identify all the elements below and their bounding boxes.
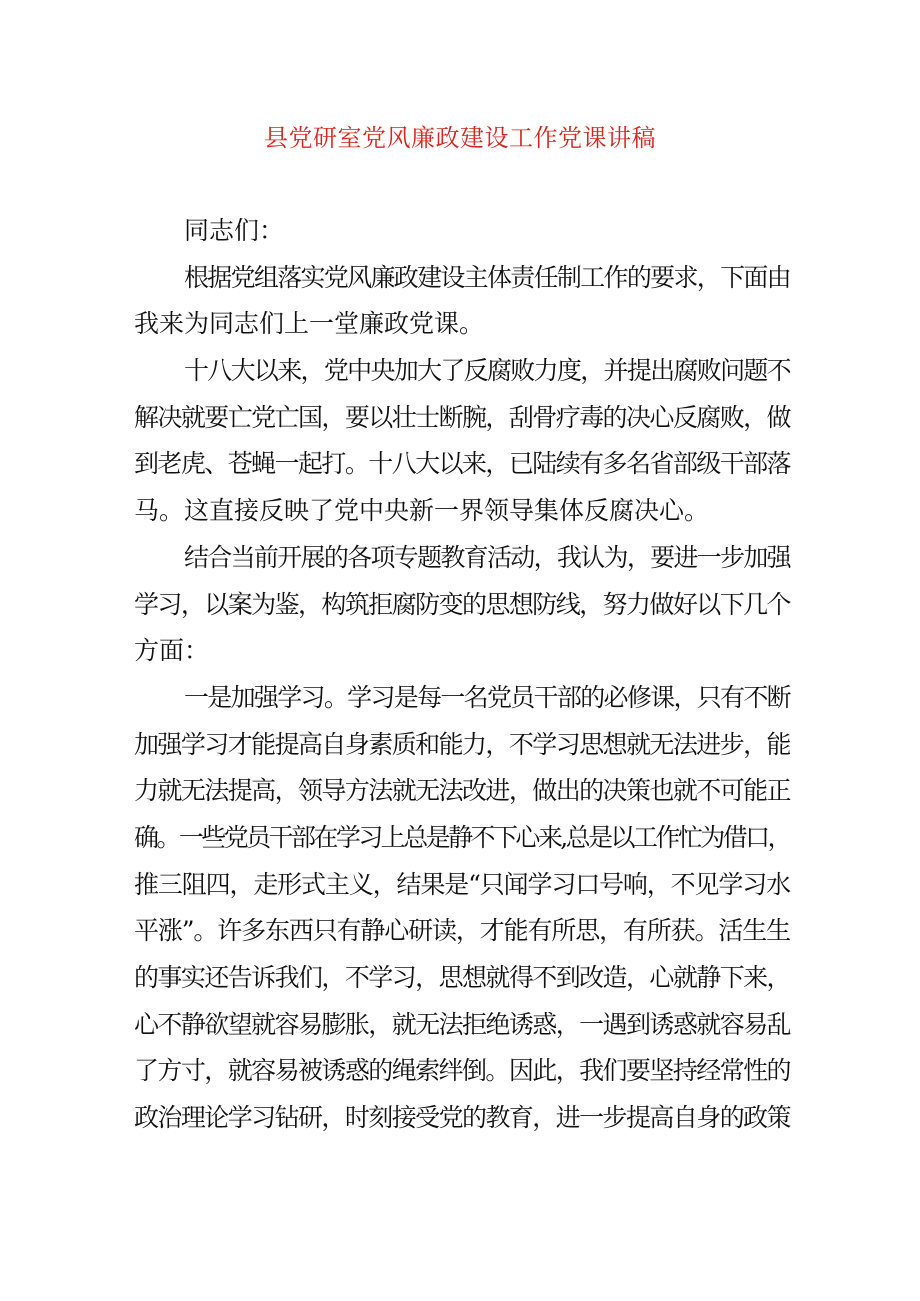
text-line: 十八大以来，党中央加大了反腐败力度，并提出腐败问题不: [184, 356, 790, 386]
text-line: 我来为同志们上一堂廉政党课。: [134, 309, 485, 339]
document-body: [134, 208, 790, 1142]
text-line: 加强学习才能提高自身素质和能力，不学习思想就无法进步，能: [134, 729, 790, 759]
text-line: 同志们：: [184, 216, 285, 245]
text-line: 马。这直接反映了党中央新一界领导集体反腐决心。: [134, 496, 710, 526]
text-line: 政治理论学习钻研，时刻接受党的教育，进一步提高自身的政策: [134, 1103, 790, 1133]
text-line: 推三阻四，走形式主义，结果是“只闻学习口号响，不见学习水: [134, 869, 790, 899]
text-line: 力就无法提高，领导方法就无法改进，做出的决策也就不可能正: [134, 776, 790, 806]
document-title: 县党研室党风廉政建设工作党课讲稿: [264, 124, 656, 152]
text-line: 解决就要亡党亡国，要以壮士断腕，刮骨疗毒的决心反腐败，做: [134, 402, 790, 432]
text-line: 确。一些党员干部在学习上总是静不下心来,总是以工作忙为借口，: [134, 822, 790, 852]
text-line: 方面：: [134, 636, 210, 666]
text-line: 学习，以案为鉴，构筑拒腐防变的思想防线，努力做好以下几个: [134, 589, 790, 619]
text-line: 一是加强学习。学习是每一名党员干部的必修课，只有不断: [184, 682, 790, 712]
text-line: 到老虎、苍蝇一起打。十八大以来，已陆续有多名省部级干部落: [134, 449, 790, 479]
text-line: 了方寸，就容易被诱惑的绳索绊倒。因此，我们要坚持经常性的: [134, 1056, 790, 1086]
text-line: 心不静欲望就容易膨胀，就无法拒绝诱惑，一遇到诱惑就容易乱: [134, 1009, 790, 1039]
text-line: 结合当前开展的各项专题教育活动，我认为，要进一步加强: [184, 542, 790, 572]
text-line: 平涨”。许多东西只有静心研读，才能有所思，有所获。活生生: [134, 916, 790, 946]
text-line: 的事实还告诉我们，不学习，思想就得不到改造，心就静下来，: [134, 963, 790, 992]
text-line: 根据党组落实党风廉政建设主体责任制工作的要求，下面由: [184, 262, 790, 292]
